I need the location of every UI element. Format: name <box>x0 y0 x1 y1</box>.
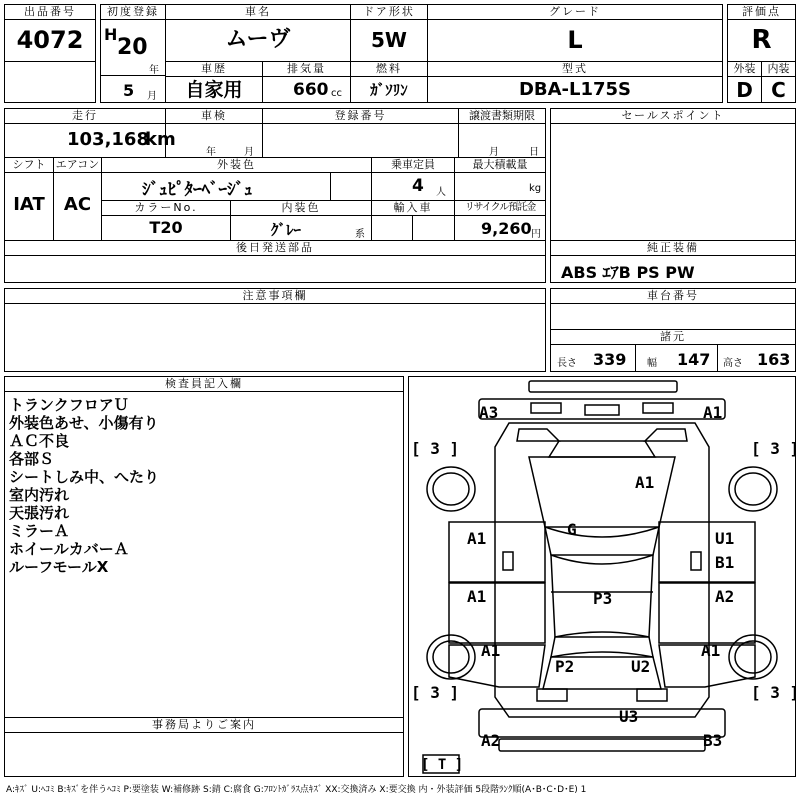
transfer-box <box>458 108 546 158</box>
capacity: 4 <box>412 176 424 196</box>
grade-box <box>427 4 723 62</box>
mileage-unit: km <box>145 129 176 150</box>
reg-number-label: 登録番号 <box>263 109 458 124</box>
int-grade-box <box>761 61 796 103</box>
car-name: ムーヴ <box>225 27 291 52</box>
color-no-box <box>101 200 231 241</box>
max-load-label: 最大積載量 <box>455 158 545 173</box>
diag-g: G <box>567 520 577 539</box>
month-unit: 月 <box>147 91 157 102</box>
year-unit: 年 <box>149 65 159 76</box>
mileage-label: 走行 <box>5 109 165 124</box>
transfer-month-unit: 月 <box>489 147 499 158</box>
caution-label: 注意事項欄 <box>5 289 545 304</box>
fuel-box <box>350 61 428 103</box>
era: H <box>104 25 118 44</box>
note-line: ルーフモールX <box>9 558 109 576</box>
lot-label: 出品番号 <box>5 5 95 20</box>
first-reg-box <box>100 4 166 103</box>
import-box <box>371 200 455 241</box>
car-diagram <box>408 376 800 777</box>
grade-label: グレード <box>428 5 722 20</box>
sales-point-label: セールスポイント <box>551 109 795 124</box>
max-load-unit: kg <box>529 183 542 194</box>
ac: AC <box>63 194 92 215</box>
reg-year: 20 <box>117 35 148 60</box>
displacement-unit: cc <box>331 88 342 99</box>
int-color-label: 内装色 <box>231 201 371 216</box>
note-line: ミラーＡ <box>9 522 70 540</box>
office-box <box>4 717 404 777</box>
recycle-unit: 円 <box>531 229 541 240</box>
tire-rear-left: [ 3 ] <box>411 683 460 702</box>
ac-box <box>53 157 102 241</box>
diag-a2-bottom: A2 <box>481 731 501 750</box>
int-color-unit: 系 <box>355 229 365 240</box>
score-box <box>727 4 796 62</box>
diag-a1-left-quarter: A1 <box>481 641 501 660</box>
length-label: 長さ <box>557 358 577 369</box>
recycle-label: リサイクル預託金 <box>455 201 545 216</box>
ext-grade-box <box>727 61 762 103</box>
shift: IAT <box>13 194 45 215</box>
history-label: 車歴 <box>166 62 262 77</box>
shift-label: シフト <box>5 158 53 173</box>
note-line: 室内汚れ <box>9 486 70 504</box>
model-code: DBA-L175S <box>518 79 632 100</box>
spec-box <box>550 329 796 372</box>
sales-point-box <box>550 108 796 241</box>
history-box <box>165 61 263 103</box>
inspection-year-unit: 年 <box>206 147 216 158</box>
equipment: ABS ｴｱB PS PW <box>561 263 695 282</box>
diag-p3: P3 <box>593 589 613 608</box>
width-label: 幅 <box>647 358 657 369</box>
int-color-box <box>230 200 372 241</box>
history: 自家用 <box>185 79 243 101</box>
int-color: ｸﾞﾚｰ <box>271 221 302 239</box>
color-no-label: カラーNo. <box>102 201 230 216</box>
recycle-box <box>454 200 546 241</box>
diag-p2: P2 <box>555 657 575 676</box>
inspection-label: 車検 <box>166 109 262 124</box>
diag-a1-right-quarter: A1 <box>701 641 721 660</box>
ext-label: 外装 <box>728 62 761 77</box>
mileage: 103,168 <box>67 129 149 150</box>
inspection-month-unit: 月 <box>244 147 254 158</box>
door-box <box>350 4 428 62</box>
door-label: ドア形状 <box>351 5 427 20</box>
fuel: ｶﾞｿﾘﾝ <box>370 81 408 99</box>
note-line: ＡＣ不良 <box>9 432 70 450</box>
reg-number-box <box>262 108 459 158</box>
diag-b3: B3 <box>703 731 723 750</box>
caution-box <box>4 288 546 372</box>
score: R <box>751 25 772 55</box>
inspector-label: 検査員記入欄 <box>5 377 403 392</box>
diag-u3: U3 <box>619 707 639 726</box>
capacity-box <box>371 157 455 201</box>
displacement-box <box>262 61 351 103</box>
recycle-fee: 9,260 <box>481 219 532 238</box>
door-type: 5W <box>371 28 407 52</box>
ac-label: エアコン <box>55 158 100 171</box>
fuel-label: 燃料 <box>351 62 427 77</box>
equipment-box <box>550 240 796 283</box>
inspection-box <box>165 108 263 158</box>
diag-a2-right: A2 <box>715 587 735 606</box>
score-label: 評価点 <box>728 5 795 20</box>
shift-box <box>4 157 54 241</box>
mileage-box <box>4 108 176 158</box>
lot-box-lower <box>4 61 96 103</box>
transfer-label: 譲渡書類期限 <box>459 109 545 124</box>
note-line: 各部Ｓ <box>9 450 55 468</box>
ext-color-label: 外装色 <box>102 158 371 173</box>
max-load-box <box>454 157 546 201</box>
tire-rear-right: [ 3 ] <box>751 683 800 702</box>
spec-label: 諸元 <box>551 330 795 345</box>
note-line: 天張汚れ <box>9 504 70 522</box>
tire-front-left: [ 3 ] <box>411 439 460 458</box>
grade: L <box>567 26 583 54</box>
tire-front-right: [ 3 ] <box>751 439 800 458</box>
diag-a1-front-right: A1 <box>703 403 723 422</box>
diag-a1-hood: A1 <box>635 473 655 492</box>
model-box <box>427 61 723 103</box>
inspector-box <box>4 376 404 718</box>
reg-month: 5 <box>123 81 135 100</box>
diag-a1-left-front: A1 <box>467 529 487 548</box>
first-reg-label: 初度登録 <box>101 5 165 20</box>
note-line: シートしみ中、へたり <box>9 468 160 486</box>
width: 147 <box>677 350 711 369</box>
displacement: 660 <box>293 80 329 100</box>
chassis-label: 車台番号 <box>551 289 795 304</box>
int-label: 内装 <box>762 62 795 77</box>
ext-grade: D <box>736 78 753 102</box>
later-parts-box <box>4 240 546 283</box>
capacity-unit: 人 <box>436 187 446 198</box>
note-line: 外装色あせ、小傷有り <box>9 414 159 432</box>
car-name-box <box>165 4 351 62</box>
import-label: 輸入車 <box>372 201 454 216</box>
color-no: T20 <box>149 218 183 237</box>
diag-u2: U2 <box>631 657 651 676</box>
displacement-label: 排気量 <box>263 62 350 77</box>
height-label: 高さ <box>723 358 743 369</box>
later-parts-label: 後日発送部品 <box>5 241 545 256</box>
diag-b1: B1 <box>715 553 735 572</box>
note-line: ホイールカバーＡ <box>9 540 129 558</box>
lot-box <box>4 4 96 62</box>
capacity-label: 乗車定員 <box>372 158 454 173</box>
car-outline <box>409 377 795 776</box>
spare-tire: [ T ] <box>421 757 464 773</box>
inspector-notes <box>5 392 403 576</box>
int-grade: C <box>771 78 786 102</box>
ext-color: ｼﾞｭﾋﾟﾀｰﾍﾞｰｼﾞｭ <box>142 180 253 200</box>
diag-a3: A3 <box>479 403 499 422</box>
equipment-label: 純正装備 <box>551 241 795 256</box>
ext-color-box <box>101 157 372 201</box>
length: 339 <box>593 350 627 369</box>
chassis-box <box>550 288 796 330</box>
model-label: 型式 <box>428 62 722 77</box>
note-line: トランクフロアＵ <box>9 396 129 414</box>
lot-number: 4072 <box>16 26 84 54</box>
car-name-label: 車名 <box>166 5 350 20</box>
office-label: 事務局よりご案内 <box>5 718 403 733</box>
diag-a1-left-rear: A1 <box>467 587 487 606</box>
transfer-day-unit: 日 <box>529 147 539 158</box>
height: 163 <box>757 350 791 369</box>
diag-u1: U1 <box>715 529 735 548</box>
legend: A:ｷｽﾞ U:ﾍｺﾐ B:ｷｽﾞを伴うﾍｺﾐ P:要塗装 W:補修跡 S:錆 C:腐食 G:ﾌﾛﾝﾄｶﾞﾗｽ点ｷｽﾞ XX:交換済み X:要交換 内・外装評価 5段階ﾗﾝｸ順(A･B･C･D･E) 1 <box>6 785 587 795</box>
